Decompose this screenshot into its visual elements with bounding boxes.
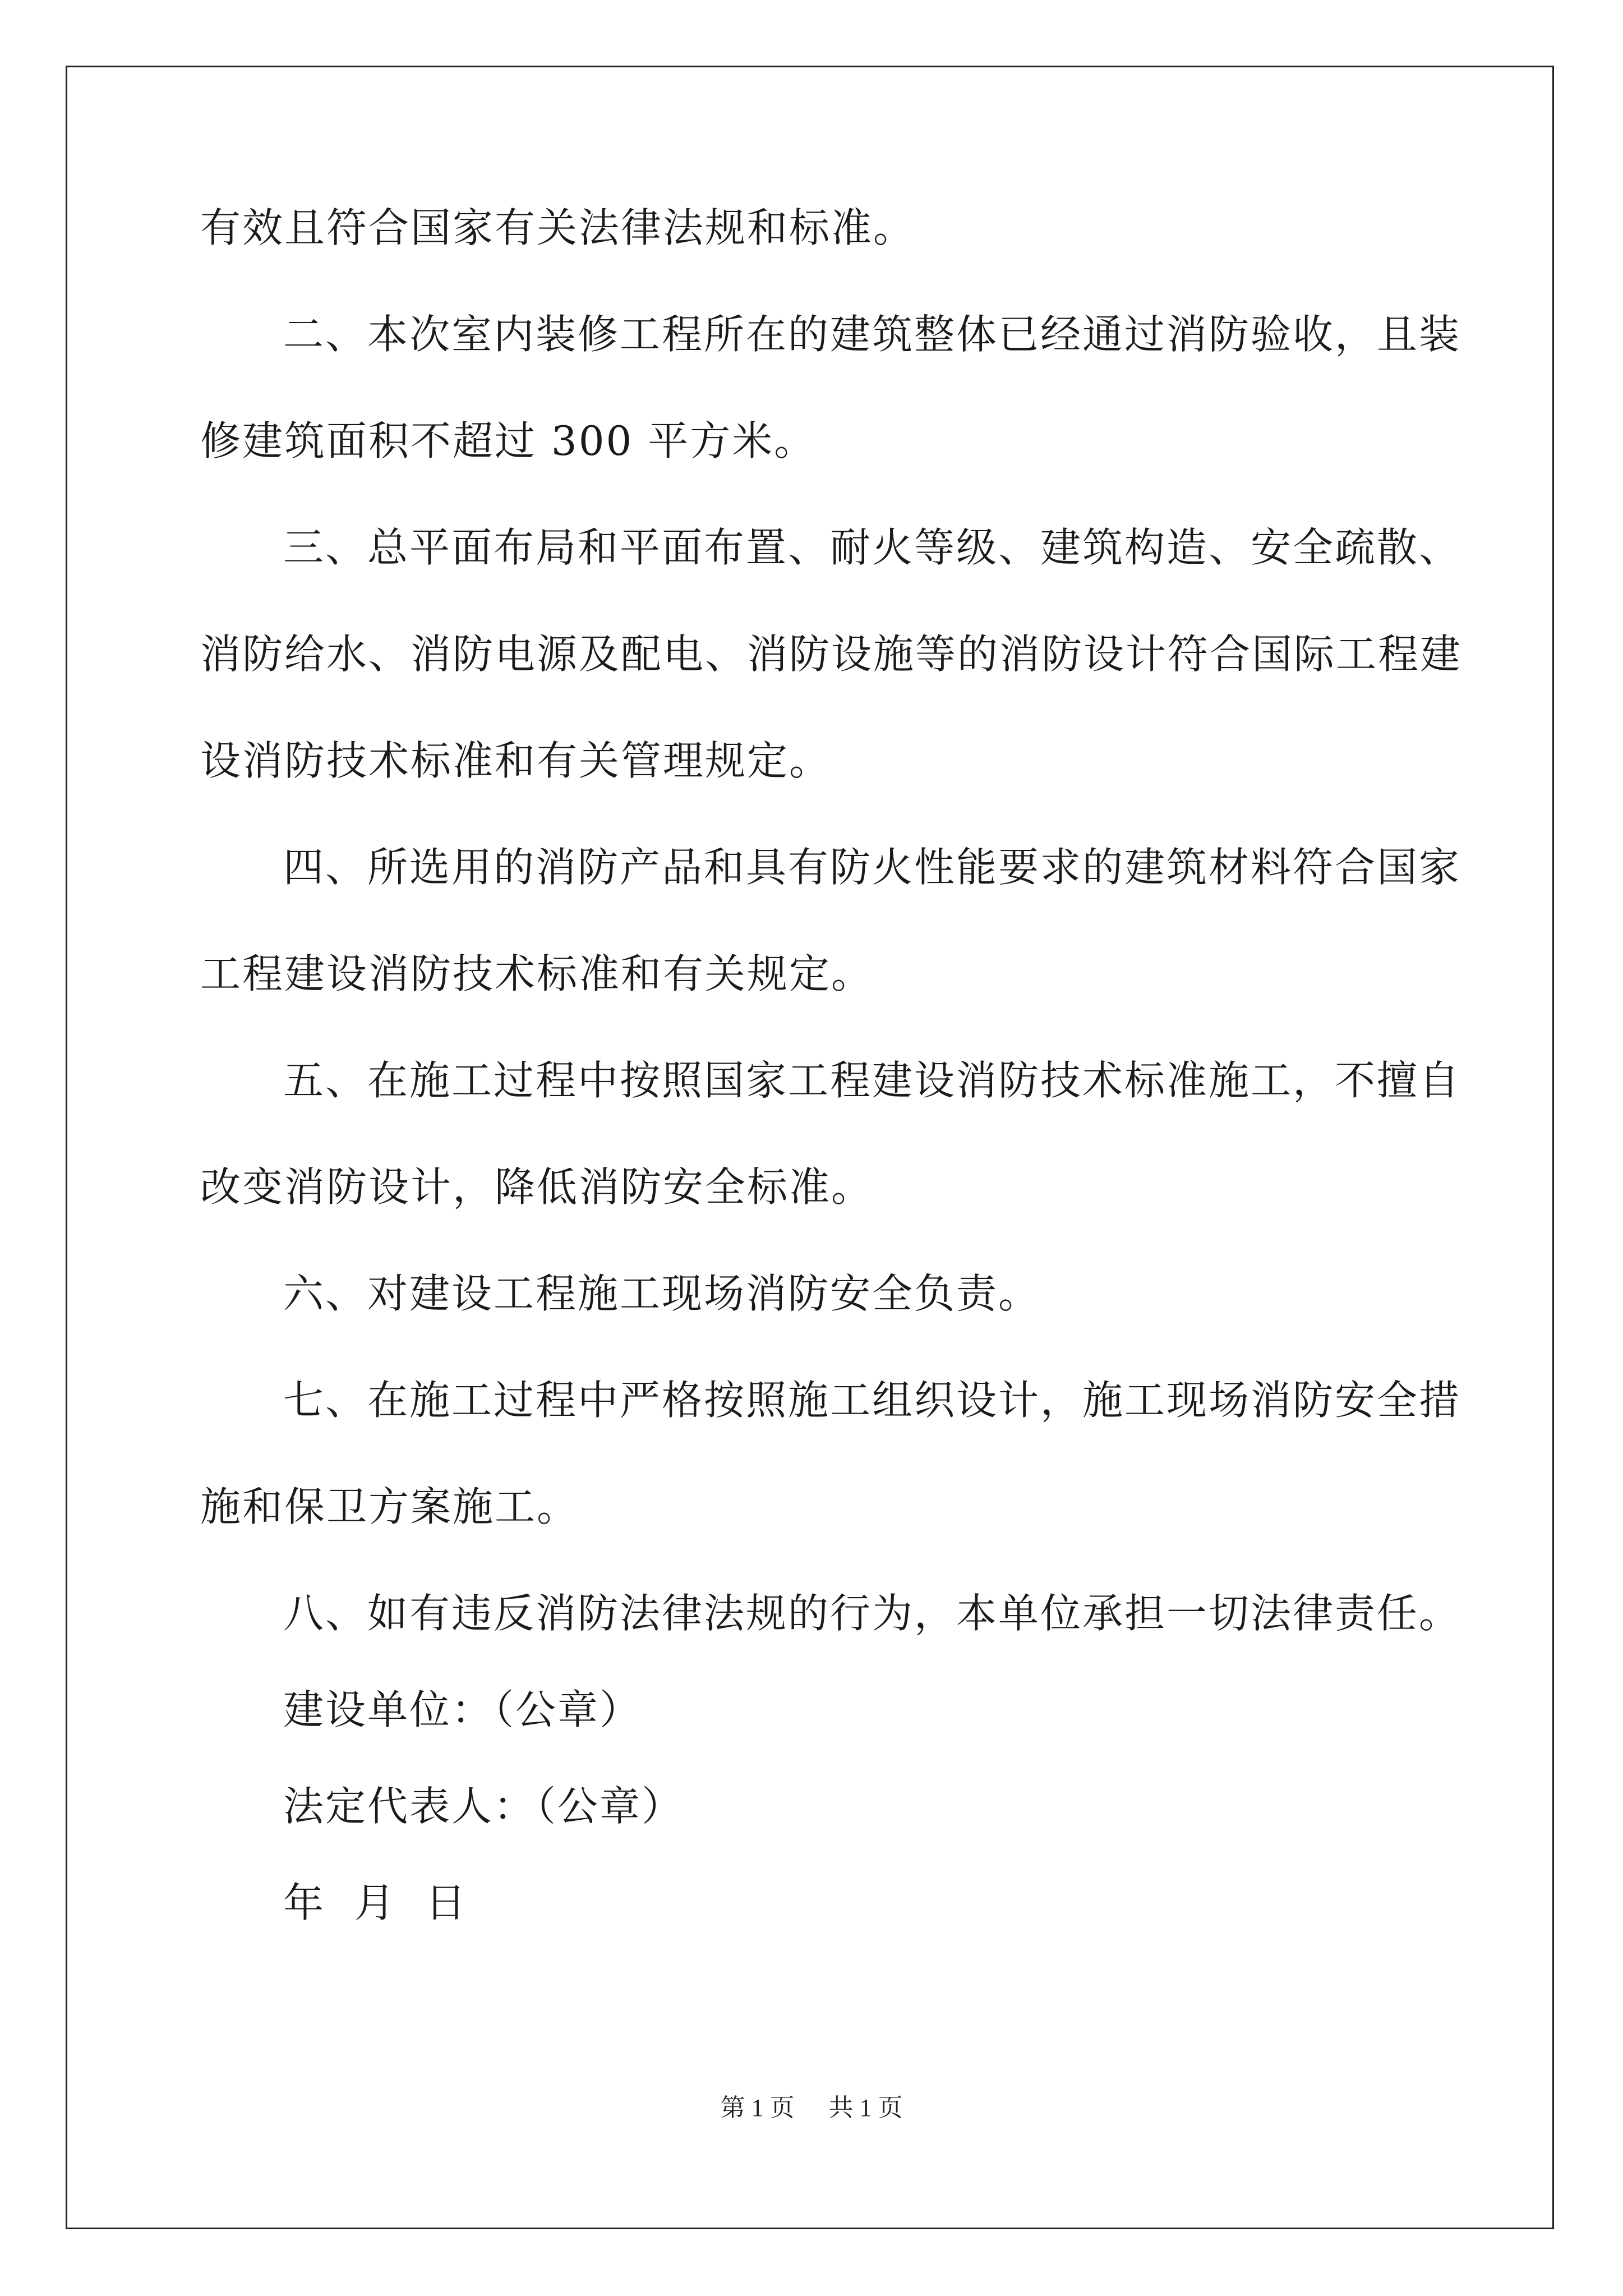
text-line: 修建筑面积不超过 300 平方米。 [200,417,817,464]
paragraph-item-6 [200,1268,1427,1319]
paragraph-standards-compliance [200,202,1427,254]
text-line: 有效且符合国家有关法律法规和标准。 [200,204,916,251]
text-line: 施和保卫方案施工。 [200,1483,579,1530]
paragraph-item-5 [200,1055,1461,1213]
signature-construction-unit [200,1684,1427,1736]
signature-legal-representative [200,1780,1427,1832]
text-line: 年 月 日 [283,1879,468,1926]
paragraph-item-4 [200,841,1461,1000]
paragraph-item-8 [200,1588,1461,1639]
text-line: 八、如有违反消防法律法规的行为，本单位承担一切法律责任。 [283,1590,1461,1637]
text-line: 五、在施工过程中按照国家工程建设消防技术标准施工，不擅自 [283,1057,1461,1104]
signature-date [200,1877,1427,1929]
text-line: 四、所选用的消防产品和具有防火性能要求的建筑材料符合国家 [283,844,1461,891]
text-line: 改变消防设计，降低消防安全标准。 [200,1163,874,1211]
text-line: 七、在施工过程中严格按照施工组织设计，施工现场消防安全措 [283,1377,1461,1424]
page-footer [0,2092,1623,2124]
text-line: 设消防技术标准和有关管理规定。 [200,737,832,784]
text-line: 建设单位：（公章） [283,1686,642,1733]
text-line: 二、本次室内装修工程所在的建筑整体已经通过消防验收，且装 [283,311,1461,358]
text-line: 法定代表人：（公章） [283,1783,684,1830]
page-number-total: 共 1 页 [828,2094,903,2122]
page-number-current: 第 1 页 [720,2094,795,2122]
text-line: 三、总平面布局和平面布置、耐火等级、建筑构造、安全疏散、 [283,524,1461,571]
paragraph-item-7 [200,1374,1461,1533]
text-line: 工程建设消防技术标准和有关规定。 [200,950,874,997]
paragraph-item-2 [200,309,1461,467]
text-line: 六、对建设工程施工现场消防安全负责。 [283,1270,1041,1317]
text-line: 消防给水、消防电源及配电、消防设施等的消防设计符合国际工程建 [200,631,1463,678]
document-body [200,202,1463,1929]
paragraph-item-3 [200,522,1463,786]
